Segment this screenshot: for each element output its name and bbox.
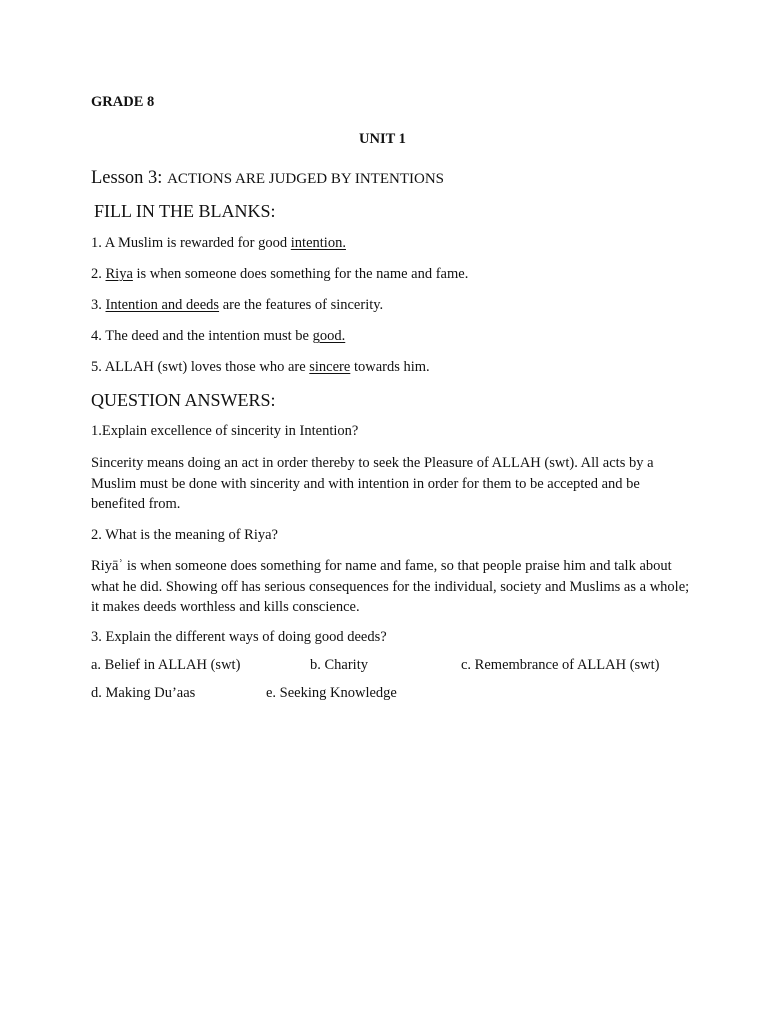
fill-blank-item: 3. Intention and deeds are the features of sincerity. [91,297,384,313]
option-e: e. Seeking Knowledge [266,685,397,701]
option-a: a. Belief in ALLAH (swt) [91,657,241,673]
blank-answer: intention. [290,235,346,251]
answer-2: Riyāʾ is when someone does something for name and fame, so that people praise him and talk about what he did. Showing off has serious consequences for the individual, society and Muslims as a whole; it makes deeds worthless and kills conscience. [91,558,690,615]
question-3: 3. Explain the different ways of doing good deeds? [91,629,387,645]
blank-answer: good. [312,328,346,344]
question-2: 2. What is the meaning of Riya? [91,527,278,543]
option-b: b. Charity [310,657,368,673]
question-1: 1.Explain excellence of sincerity in Intention? [91,423,359,439]
fill-blank-item: 1. A Muslim is rewarded for good intention. [91,235,346,251]
fill-blank-item: 4. The deed and the intention must be good. [91,328,346,344]
grade-label: GRADE 8 [91,94,155,110]
lesson-title [91,168,444,189]
fill-blanks-heading: FILL IN THE BLANKS: [94,201,276,221]
fill-blank-item: 5. ALLAH (swt) loves those who are sincere towards him. [91,359,430,375]
blank-answer: Riya [105,266,133,282]
option-d: d. Making Du’aas [91,685,196,701]
unit-label: UNIT 1 [359,131,406,147]
fill-blank-item: 2. Riya is when someone does something for the name and fame. [91,266,469,282]
blank-answer: sincere [309,359,351,375]
option-c: c. Remembrance of ALLAH (swt) [461,657,660,673]
lesson-name: ACTIONS ARE JUDGED BY INTENTIONS [167,171,444,187]
answer-1: Sincerity means doing an act in order thereby to seek the Pleasure of ALLAH (swt). All acts by a Muslim must be done with sincerity and with intention in order for them to be accepted and be benefited from. [91,455,654,512]
question-answers-heading: QUESTION ANSWERS: [91,390,276,410]
blank-answer: Intention and deeds [105,297,220,313]
lesson-prefix: Lesson 3: [91,168,168,188]
